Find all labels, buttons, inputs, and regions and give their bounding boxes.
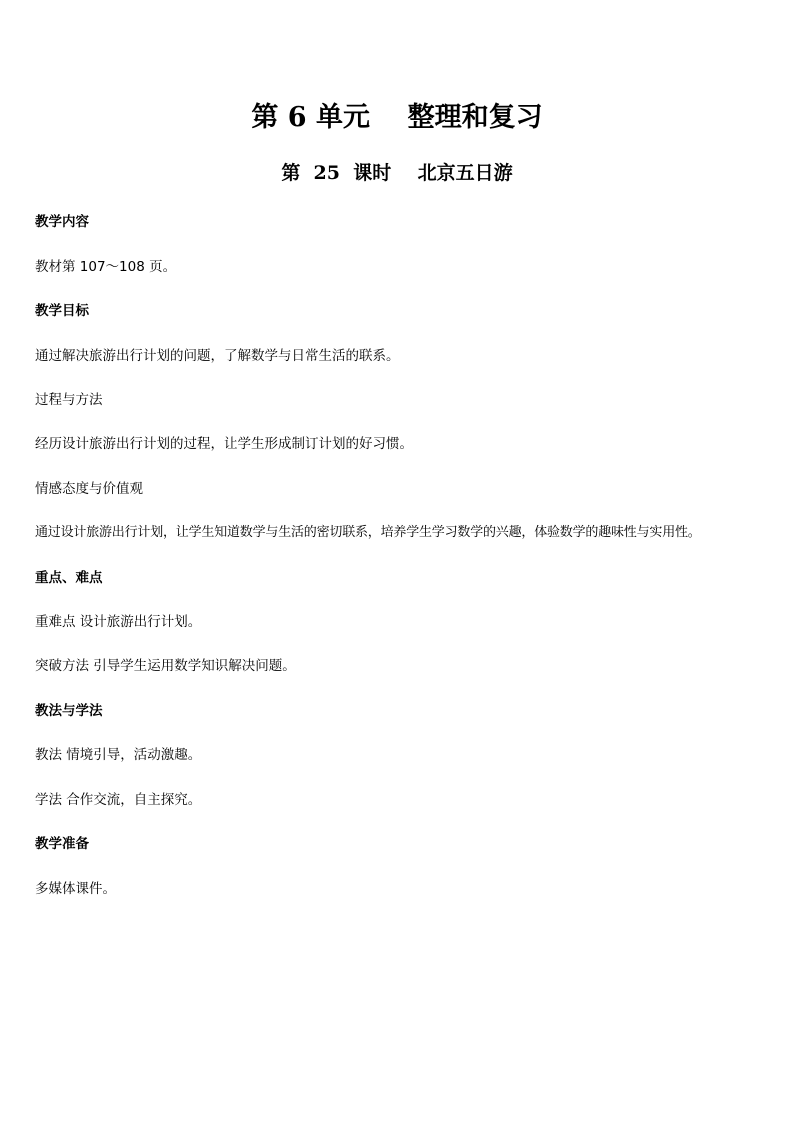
body-text: 通过设计旅游出行计划，让学生知道数学与生活的密切联系，培养学生学习数学的兴趣，体验数学的趣味性与实用性。 xyxy=(35,525,701,540)
body-text: 经历设计旅游出行计划的过程，让学生形成制订计划的好习惯。 xyxy=(35,436,413,452)
section-heading: 重点、难点 xyxy=(35,570,103,586)
section-heading: 教法与学法 xyxy=(35,703,103,719)
unit-title: 第 6 单元 整理和复习 xyxy=(251,102,543,133)
body-text: 通过解决旅游出行计划的问题，了解数学与日常生活的联系。 xyxy=(35,348,400,364)
lesson-subtitle: 第 25 课时 北京五日游 xyxy=(281,162,513,184)
body-text: 突破方法 引导学生运用数学知识解决问题。 xyxy=(35,658,296,674)
body-text: 教法 情境引导，活动激趣。 xyxy=(35,747,202,763)
body-text: 过程与方法 xyxy=(35,392,103,408)
body-text: 多媒体课件。 xyxy=(35,881,116,897)
section-heading: 教学目标 xyxy=(35,303,89,319)
body-text: 重难点 设计旅游出行计划。 xyxy=(35,614,202,630)
section-heading: 教学内容 xyxy=(35,214,89,230)
body-text: 情感态度与价值观 xyxy=(35,481,143,497)
body-text: 教材第 107～108 页。 xyxy=(35,259,177,275)
section-heading: 教学准备 xyxy=(35,836,89,852)
body-text: 学法 合作交流，自主探究。 xyxy=(35,792,202,808)
